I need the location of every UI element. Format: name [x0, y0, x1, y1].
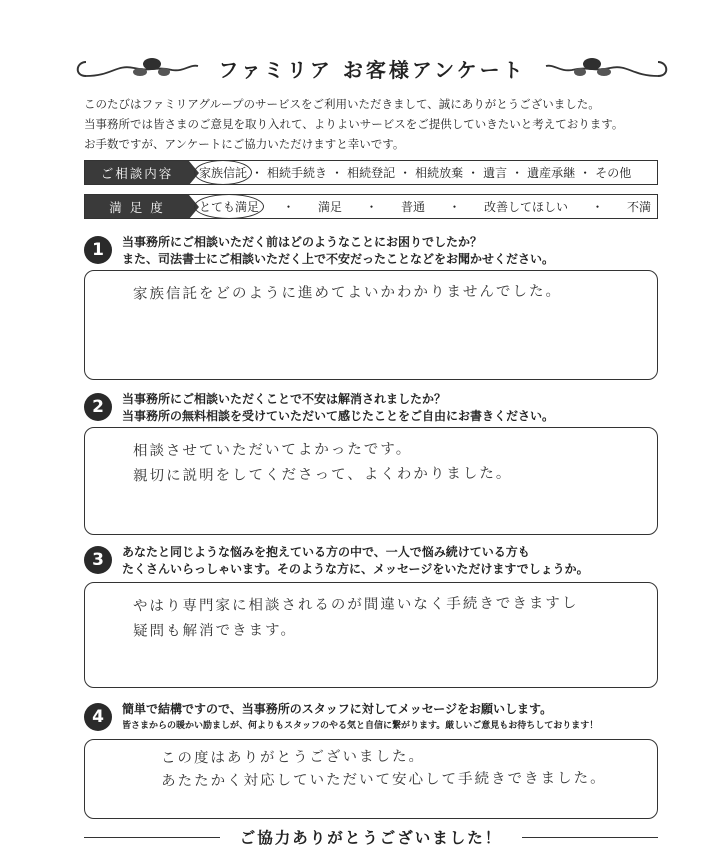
answer-box-1[interactable]: [84, 270, 658, 380]
intro-text: [84, 94, 684, 154]
title-row: [72, 50, 672, 88]
consultation-option-estate-succession[interactable]: 遺産承継: [527, 166, 576, 180]
intro-line: お手数ですが、アンケートにご協力いただけますと幸いです。: [84, 137, 405, 151]
handwritten-answer: 相談させていただいてよかったです。 親切に説明をしてくださって、よくわかりました。: [132, 441, 513, 485]
handwritten-answer: やはり専門家に相談されるのが間違いなく手続きできますし 疑問も解消できます。: [132, 595, 579, 640]
intro-line: このたびはファミリアグループのサービスをご利用いただきまして、誠にありがとうございました。: [84, 97, 600, 111]
footer-divider-right: [522, 837, 658, 838]
answer-box-2[interactable]: [84, 427, 658, 535]
consultation-option-other[interactable]: その他: [595, 166, 632, 180]
question-number-2: 2: [84, 393, 112, 421]
satisfaction-option-dissatisfied[interactable]: 不満: [627, 200, 652, 214]
question-number-3: 3: [84, 546, 112, 574]
question-text: 当事務所にご相談いただくことで不安は解消されましたか？ 当事務所の無料相談を受けていただいて感じたことをご自由にお書きください。: [122, 392, 555, 423]
handwritten-answer: この度はありがとうございました。 あたたかく対応していただいて安心して手続きできました。: [160, 748, 607, 790]
satisfaction-option-satisfied[interactable]: 満足: [318, 200, 343, 214]
consultation-option-inheritance-renunciation[interactable]: 相続放棄: [415, 166, 464, 180]
consultation-option-family-trust[interactable]: 家族信託: [199, 166, 248, 180]
footer: [84, 826, 658, 850]
right-ornament-icon: [542, 52, 672, 84]
satisfaction-row: [84, 194, 658, 219]
consultation-label: ご相談内容: [85, 161, 189, 184]
answer-box-3[interactable]: [84, 582, 658, 688]
handwritten-answer: 家族信託をどのように進めてよいかわかりませんでした。: [132, 283, 563, 303]
answer-box-4[interactable]: [84, 739, 658, 819]
satisfaction-option-very-satisfied[interactable]: とても満足: [199, 200, 260, 214]
question-text: 簡単で結構ですので、当事務所のスタッフに対してメッセージをお願いします。 皆さまからの暖かい励ましが、何よりもスタッフのやる気と自信に繋がります。厳しいご意見もお待ちしております！: [122, 702, 599, 731]
satisfaction-label: 満 足 度: [85, 195, 189, 218]
consultation-options: 家族信託 ・ 相続手続き ・ 相続登記 ・ 相続放棄 ・ 遺言 ・ 遺産承継 ・ その他: [199, 166, 632, 180]
satisfaction-option-normal[interactable]: 普通: [401, 200, 426, 214]
question-text: 当事務所にご相談いただく前はどのようなことにお困りでしたか？ また、司法書士にご相談いただく上で不安だったことなどをお聞かせください。: [122, 235, 555, 266]
intro-line: 当事務所では皆さまのご意見を取り入れて、よりよいサービスをご提供していきたいと考えております。: [84, 117, 624, 131]
question-number-1: 1: [84, 236, 112, 264]
consultation-option-will[interactable]: 遺言: [483, 166, 508, 180]
page-title: ファミリア お客様アンケート: [218, 58, 526, 82]
question-text: あなたと同じような悩みを抱えている方の中で、一人で悩み続けている方も たくさんいらっしゃいます。そのような方に、メッセージをいただけますでしょうか。: [122, 545, 589, 576]
satisfaction-options: とても満足 ・ 満足 ・ 普通 ・ 改善してほしい ・ 不満: [199, 200, 652, 214]
consultation-row: [84, 160, 658, 185]
question-number-4: 4: [84, 703, 112, 731]
consultation-option-inheritance-procedure[interactable]: 相続手続き: [267, 166, 328, 180]
consultation-option-inheritance-registration[interactable]: 相続登記: [347, 166, 396, 180]
satisfaction-option-needs-improvement[interactable]: 改善してほしい: [484, 200, 569, 214]
thank-you-message: ご協力ありがとうございました！: [239, 829, 503, 847]
